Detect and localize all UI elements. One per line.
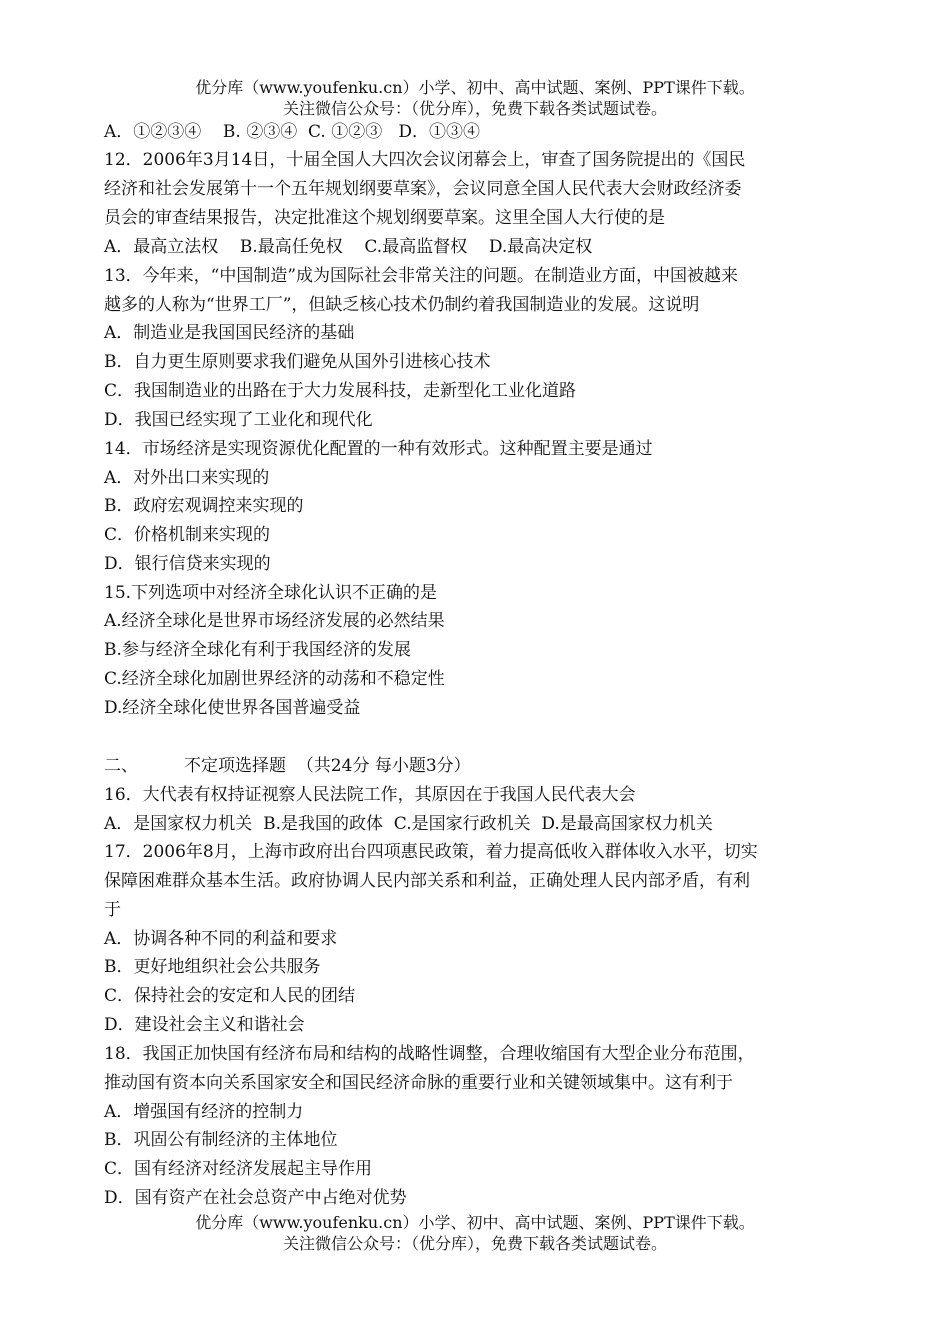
q14-option-b: B．政府宏观调控来实现的 <box>104 496 304 516</box>
q12-stem-line-2: 经济和社会发展第十一个五年规划纲要草案》，会议同意全国人民代表大会财政经济委 <box>104 179 742 199</box>
q17-stem-line-3: 于 <box>104 900 121 920</box>
q16-stem: 16．大代表有权持证视察人民法院工作，其原因在于我国人民代表大会 <box>104 785 636 805</box>
q14-option-a: A．对外出口来实现的 <box>104 468 270 488</box>
q13-stem-line-1: 13．今年来，“中国制造”成为国际社会非常关注的问题。在制造业方面，中国被越来 <box>104 266 739 286</box>
q14-stem: 14．市场经济是实现资源优化配置的一种有效形式。这种配置主要是通过 <box>104 439 653 459</box>
q18-option-d: D．国有资产在社会总资产中占绝对优势 <box>104 1188 407 1208</box>
q12-options: A．最高立法权 B.最高任免权 C.最高监督权 D.最高决定权 <box>104 237 593 257</box>
q13-option-c: C．我国制造业的出路在于大力发展科技，走新型化工业化道路 <box>104 381 577 401</box>
q12-stem-line-1: 12．2006年3月14日，十届全国人大四次会议闭幕会上，审查了国务院提出的《国民 <box>104 150 746 170</box>
q15-option-a: A.经济全球化是世界市场经济发展的必然结果 <box>104 611 445 631</box>
section-2-number: 二、 <box>104 756 138 776</box>
q13-stem-line-2: 越多的人称为“世界工厂”，但缺乏核心技术仍制约着我国制造业的发展。这说明 <box>104 295 700 315</box>
q15-stem: 15.下列选项中对经济全球化认识不正确的是 <box>104 583 438 603</box>
q17-stem-line-1: 17．2006年8月，上海市政府出台四项惠民政策，着力提高低收入群体收入水平，切实 <box>104 842 758 862</box>
q15-option-b: B.参与经济全球化有利于我国经济的发展 <box>104 640 411 660</box>
q18-option-a: A．增强国有经济的控制力 <box>104 1102 304 1122</box>
q17-option-d: D．建设社会主义和谐社会 <box>104 1015 305 1035</box>
q18-stem-line-2: 推动国有资本向关系国家安全和国民经济命脉的重要行业和关键领域集中。这有利于 <box>104 1073 733 1093</box>
q17-option-a: A．协调各种不同的利益和要求 <box>104 929 338 949</box>
header-line-1: 优分库（www.youfenku.cn）小学、初中、高中试题、案例、PPT课件下载。 <box>195 78 755 97</box>
q17-option-c: C．保持社会的安定和人民的团结 <box>104 986 356 1006</box>
q17-stem-line-2: 保障困难群众基本生活。政府协调人民内部关系和利益，正确处理人民内部矛盾，有利 <box>104 871 750 891</box>
section-2-title: 不定项选择题 （共24分 每小题3分） <box>184 756 471 776</box>
q15-option-c: C.经济全球化加剧世界经济的动荡和不稳定性 <box>104 669 445 689</box>
q18-option-c: C．国有经济对经济发展起主导作用 <box>104 1159 373 1179</box>
q13-option-a: A．制造业是我国国民经济的基础 <box>104 323 355 343</box>
q17-option-b: B．更好地组织社会公共服务 <box>104 957 321 977</box>
q14-option-d: D．银行信贷来实现的 <box>104 554 271 574</box>
q15-option-d: D.经济全球化使世界各国普遍受益 <box>104 698 361 718</box>
q13-option-d: D．我国已经实现了工业化和现代化 <box>104 410 373 430</box>
footer-line-2: 关注微信公众号：（优分库），免费下载各类试题试卷。 <box>282 1234 667 1253</box>
q13-option-b: B．自力更生原则要求我们避免从国外引进核心技术 <box>104 352 491 372</box>
q18-option-b: B．巩固公有制经济的主体地位 <box>104 1130 338 1150</box>
q14-option-c: C．价格机制来实现的 <box>104 525 271 545</box>
header-line-2: 关注微信公众号：（优分库），免费下载各类试题试卷。 <box>282 99 667 118</box>
q11-options: A．①②③④ B. ②③④ C. ①②③ D．①③④ <box>104 122 481 142</box>
q16-options: A．是国家权力机关 B.是我国的政体 C.是国家行政机关 D.是最高国家权力机关 <box>104 814 713 834</box>
footer-line-1: 优分库（www.youfenku.cn）小学、初中、高中试题、案例、PPT课件下载。 <box>195 1213 755 1232</box>
q12-stem-line-3: 员会的审查结果报告，决定批准这个规划纲要草案。这里全国人大行使的是 <box>104 208 665 228</box>
q18-stem-line-1: 18．我国正加快国有经济布局和结构的战略性调整，合理收缩国有大型企业分布范围， <box>104 1044 755 1064</box>
